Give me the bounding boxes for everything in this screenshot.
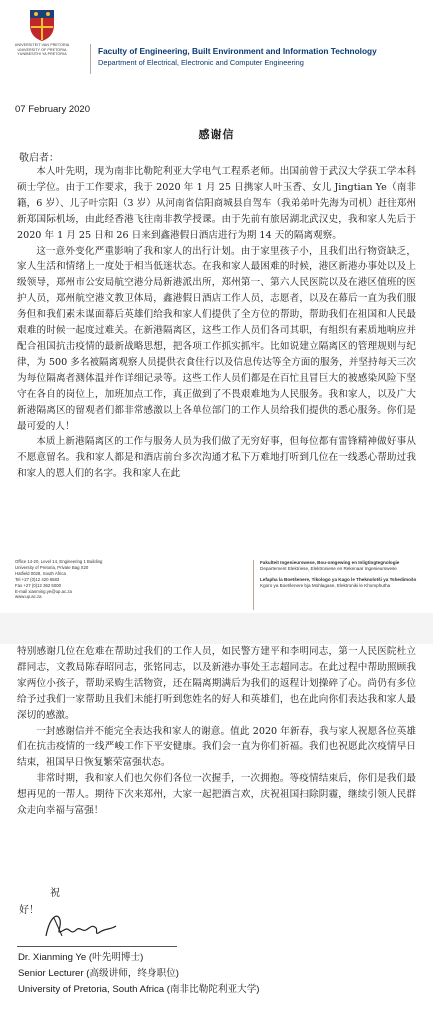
- address-line: University of Pretoria, Private Bag X20: [15, 564, 89, 570]
- letter-title: 感谢信: [198, 128, 235, 141]
- signature-block: [18, 950, 260, 998]
- paragraph: 本质上新港隔离区的工作与服务人员为我们做了无穷好事，但每位都有雷锋精神做好事从不愿意留名。我和家人都是和酒店前台多次沟通才私下万难地打听到几位在一线悉心帮助过我和家人的恩人们的名字。我和家人在此: [17, 436, 416, 480]
- header-divider: [90, 44, 91, 74]
- paragraph: 特别感谢几位在危难在帮助过我们的工作人员，如民警方建平和李明同志，第一人民医院杜立群同志，文教局陈春昭同志，张铭同志，以及新港办事处王志超同志。在此过程中帮助照顾我家两位小孩子，帮助采购生活物资，还在隔离期满后为我们的返程计划操碎了心。尚仍有多位给予过我们一家帮助且我们未能打听到您姓名的好人和英雄们，也在此向你们表达我和家人最深切的感激。: [17, 646, 416, 721]
- signer-institution: University of Pretoria, South Africa (南非比勒陀利亚大学): [18, 984, 260, 995]
- afrikaans-department: Departement Elektriese, Elektroniese en Rekenaar Ingenieurswese: [260, 566, 397, 572]
- footer-divider: [253, 560, 254, 610]
- faculty-name: Faculty of Engineering, Built Environment and Information Technology: [98, 46, 377, 56]
- page-gap: [0, 613, 433, 644]
- sepedi-department: Kgoro ya Boetšenere bja Mohlagase, Elektroniki le Khomphutha: [260, 583, 391, 589]
- address-line: E-mail xianming.ye@up.ac.za: [15, 588, 72, 594]
- letter-body-page-2: [17, 644, 416, 819]
- handwritten-signature: [40, 906, 120, 946]
- paragraph: 本人叶先明，现为南非比勒陀利亚大学电气工程系老师。出国前曾于武汉大学获工学本科硕士学位。由于工作要求，我于 2020 年 1 月 25 日携家人叶玉香、女儿 Jingtian Ye（南非籍，6 岁）、儿子叶宗阳（3 岁）从河南省信阳商城县自驾车（我弟弟叶先海为司机）赶往郑州新郑国际机场，由此经香港飞往南非教学授课。由于先前有旅居湖北武汉史，我和家人先后于 2020 年 1 月 25 日和 26 日来到鑫港假日酒店进行为期 14 天的隔离观察。: [17, 166, 416, 241]
- sepedi-faculty: Lefapha la Boetšenere, Tikologo ya Kago le Theknolotši ya Tshedimošo: [260, 576, 417, 582]
- signature-line: [17, 946, 177, 947]
- university-logo: [12, 8, 72, 57]
- footer-address: [15, 559, 102, 600]
- address-line: Fax +27 (0)12 362 5000: [15, 582, 61, 588]
- address-line: Office 14-20, Level 14, Engineering 1 Building: [15, 559, 103, 564]
- paragraph: 这一意外变化严重影响了我和家人的出行计划。由于家里孩子小，且我们出行物资缺乏，家人生活和情绪上一度处于相当低迷状态。在我和家人最困难的时候，港区新港办事处以及上级领导，郑州市公安局航空港分局新港派出所，郑州第一、第六人民医院以及在港区值班的医护人员，郑州航空港文教卫体局，鑫港假日酒店工作人员，志愿者，以及在幕后一直为我们服务但和我们素未谋面幕后英雄们给我和家人们提供了全方位的帮助，帮助我们在祖国和人民最艰难的时候一起度过难关。在新港隔离区，这些工作人员们各司其职，有组织有素质地响应并配合祖国抗击疫情的最新战略思想，把各项工作抓实抓牢。比如说建立隔离区的管理规则与纪律，为 500 多名被隔离观察人员提供衣食住行以及信息传达等全方面的服务，并坚持每天三次为每位隔离者测体温并作详细记录等。这些工作人员们都是在百忙且冒巨大的被感染风险下坚守在各自的岗位上，加班加点工作，真正做到了不畏艰难地为人民服务。我和家人，以及广大新港隔离区的留观者们都非常感激以上各单位部门的工作人员给我们提供的悉心服务。你们是最可爱的人！: [17, 245, 416, 432]
- department-name: Department of Electrical, Electronic and Computer Engineering: [98, 58, 304, 67]
- closing-good: 好！: [19, 905, 39, 916]
- salutation: 敬启者：: [19, 153, 59, 164]
- letter-date: 07 February 2020: [15, 104, 90, 115]
- footer-faculty-translations: [260, 560, 428, 590]
- signer-position: Senior Lecturer (高级讲师，终身职位): [18, 968, 179, 979]
- logo-text-sepedi: YUNIBESITHI YA PRETORIA: [17, 52, 67, 57]
- closing-wish: 祝: [50, 888, 60, 899]
- letter-body-page-1: [17, 164, 416, 482]
- logo-text-afrikaans: UNIVERSITEIT VAN PRETORIA: [14, 43, 70, 47]
- paragraph: 一封感谢信并不能完全表达我和家人的谢意。值此 2020 年新春，我与家人祝愿各位英雄们在抗击疫情的一线严峻工作下平安健康。我们会一直为你们祈福。我们也祝愿此次疫情早日结束，祖国早日恢复繁荣富强状态。: [17, 725, 416, 769]
- crest-icon: [27, 8, 57, 42]
- address-line: www.up.ac.za: [15, 594, 42, 600]
- paragraph: 非常时期，我和家人们也欠你们各位一次握手，一次拥抱。等疫情结束后，你们是我们最想再见的一帮人。期待下次来郑州，大家一起把酒言欢，庆祝祖国扫除阴霾，继续引领人民群众走向幸福与富强！: [17, 773, 416, 817]
- address-line: Tel +27 (0)12 420 6583: [15, 576, 60, 582]
- address-line: Hatfield 0028, South Africa: [15, 570, 66, 576]
- afrikaans-faculty: Fakulteit Ingenieurswese, Bou-omgewing en Inligtingtegnologie: [260, 560, 400, 565]
- logo-text-english: UNIVERSITY OF PRETORIA: [17, 47, 67, 52]
- letter-page-2: [0, 644, 433, 1021]
- signer-name: Dr. Xianming Ye (叶先明博士): [18, 952, 144, 963]
